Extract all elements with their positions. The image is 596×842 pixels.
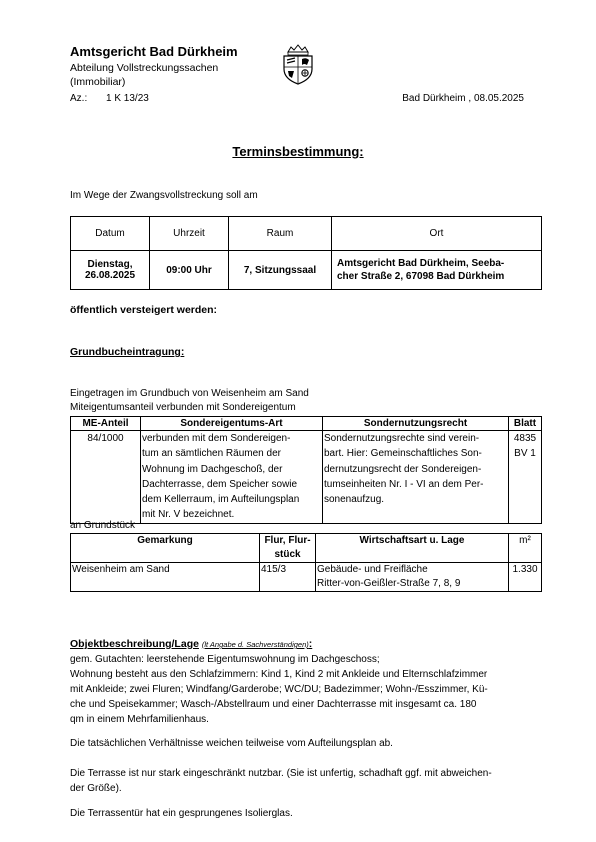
header-time: Uhrzeit <box>150 217 229 251</box>
land-register-line-1: Eingetragen im Grundbuch von Weisenheim am Sand <box>70 388 309 399</box>
file-reference-number: 1 K 13/23 <box>106 93 149 104</box>
land-register-line-2: Miteigentumsanteil verbunden mit Sondereigentum <box>70 402 296 413</box>
description-line: mit Ankleide; zwei Fluren; Windfang/Garderobe; WC/DU; Badezimmer; Wohn-/Esszimmer, Kü- <box>70 684 488 695</box>
ownership-line: tum an sämtlichen Räumen der <box>142 448 281 460</box>
appointment-date <box>71 251 150 290</box>
description-line: qm in einem Mehrfamilienhaus. <box>70 714 209 725</box>
ownership-line: mit Nr. V bezeichnet. <box>142 509 235 521</box>
ownership-line: dem Kellerraum, im Aufteilungsplan <box>142 494 300 506</box>
coat-of-arms-icon <box>280 43 316 85</box>
header-flur <box>260 534 316 563</box>
appointment-weekday: Dienstag, <box>87 259 133 270</box>
court-name: Amtsgericht Bad Dürkheim <box>70 44 238 59</box>
plot-flur: 415/3 <box>260 563 316 592</box>
land-register-heading: Grundbucheintragung: <box>70 346 185 358</box>
terrace-note-line-1: Die Terrasse ist nur stark eingeschränkt nutzbar. (Sie ist unfertig, schadhaft ggf. mit abweichen- <box>70 768 492 779</box>
usage-line: bart. Hier: Gemeinschaftliches Son- <box>324 448 482 460</box>
header-ownership-type: Sondereigentums-Art <box>141 417 323 431</box>
appointment-place-line-1: Amtsgericht Bad Dürkheim, Seeba- <box>337 258 505 269</box>
object-heading <box>70 638 312 650</box>
plot-use-line-2: Ritter-von-Geißler-Straße 7, 8, 9 <box>317 578 461 589</box>
header-room: Raum <box>229 217 332 251</box>
header-share: ME-Anteil <box>71 417 141 431</box>
plot-use-line-1: Gebäude- und Freifläche <box>317 564 428 575</box>
header-place: Ort <box>332 217 542 251</box>
header-area: m² <box>509 534 542 563</box>
appointment-room: 7, Sitzungssaal <box>229 251 332 290</box>
sheet-number: 4835 <box>513 433 537 444</box>
sheet <box>509 431 542 524</box>
ownership-line: Wohnung im Dachgeschoß, der <box>142 463 283 475</box>
description-line: gem. Gutachten: leerstehende Eigentumswohnung im Dachgeschoss; <box>70 654 380 665</box>
intro-text: Im Wege der Zwangsvollstreckung soll am <box>70 190 258 201</box>
terrace-note <box>70 766 542 796</box>
department-line-2: (Immobiliar) <box>70 76 126 88</box>
usage-line: sonenaufzug. <box>324 494 385 506</box>
plot-label: an Grundstück <box>70 520 136 531</box>
header-wirtschaftsart: Wirtschaftsart u. Lage <box>316 534 509 563</box>
sold-text: öffentlich versteigert werden: <box>70 304 218 316</box>
file-reference-label: Az.: <box>70 93 88 104</box>
description-line: che und Speisekammer; Wasch-/Abstellraum und einer Dachterrasse mit insgesamt ca. 180 <box>70 699 477 710</box>
appointment-time: 09:00 Uhr <box>150 251 229 290</box>
share-value: 84/1000 <box>71 431 141 524</box>
document-title: Terminsbestimmung: <box>232 144 364 159</box>
department-line-1: Abteilung Vollstreckungssachen <box>70 62 219 74</box>
deviation-note: Die tatsächlichen Verhältnisse weichen teilweise vom Aufteilungsplan ab. <box>70 738 393 749</box>
appointment-table <box>70 216 542 290</box>
header-usage-right: Sondernutzungsrecht <box>323 417 509 431</box>
file-reference <box>70 93 149 104</box>
object-heading-note: (lt Angabe d. Sachverständigen) <box>201 640 309 649</box>
object-heading-title: Objektbeschreibung/Lage <box>70 638 199 650</box>
plot-use <box>316 563 509 592</box>
header-sheet: Blatt <box>509 417 542 431</box>
header-gemarkung: Gemarkung <box>71 534 260 563</box>
ownership-line: verbunden mit dem Sondereigen- <box>142 433 291 444</box>
plot-table <box>70 533 542 592</box>
appointment-place <box>332 251 542 290</box>
usage-line: dernutzungsrecht der Sondereigen- <box>324 463 482 475</box>
ownership-line: Dachterrasse, dem Speicher sowie <box>142 478 298 490</box>
terrace-note-line-2: der Größe). <box>70 783 122 794</box>
object-heading-colon: : <box>308 638 313 650</box>
plot-gemarkung: Weisenheim am Sand <box>71 563 260 592</box>
header-flur-line-1: Flur, Flur- <box>264 535 311 546</box>
place-date: Bad Dürkheim , 08.05.2025 <box>402 93 524 104</box>
object-description <box>70 652 542 727</box>
ownership-type <box>141 431 323 524</box>
appointment-day: 26.08.2025 <box>84 270 136 281</box>
header-flur-line-2: stück <box>274 549 301 560</box>
plot-area: 1.330 <box>509 563 542 592</box>
appointment-place-line-2: cher Straße 2, 67098 Bad Dürkheim <box>337 271 505 282</box>
ownership-table <box>70 416 542 524</box>
usage-line: tumseinheiten Nr. I - VI an dem Per- <box>324 478 484 490</box>
terrace-door-note: Die Terrassentür hat ein gesprungenes Isolierglas. <box>70 808 293 819</box>
description-line: Wohnung besteht aus den Schlafzimmern: Kind 1, Kind 2 mit Ankleide und Elternschlafzimmer <box>70 669 488 680</box>
header-date: Datum <box>71 217 150 251</box>
usage-line: Sondernutzungsrechte sind verein- <box>324 433 480 444</box>
sheet-entry: BV 1 <box>514 448 536 460</box>
usage-right <box>323 431 509 524</box>
